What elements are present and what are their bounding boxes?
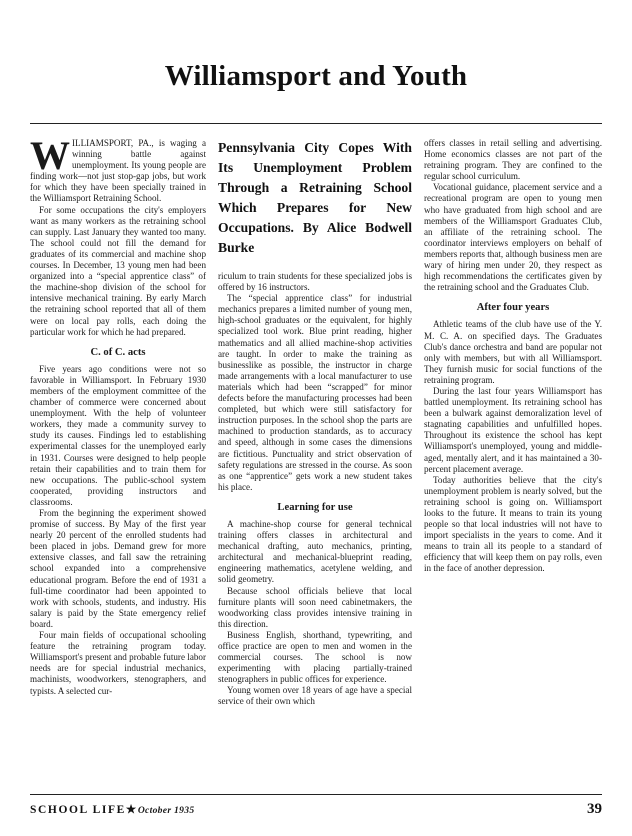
paragraph: A machine-shop course for general technical training offers classes in architectural and mechanical drafting, auto mechanics, printing, architectural and mechanical-blueprint reading, engineering mathematics, acetylene welding, and solid geometry. (218, 518, 412, 585)
column-three (424, 138, 602, 798)
paragraph: Business English, shorthand, typewriting, and office practice are open to men and women in the commercial courses. The school is now experimenting with placing partially-trained stenographers in public offices for experience. (218, 629, 412, 685)
paragraph: For some occupations the city's employers want as many workers as the retraining school can supply. Last January they wanted too many. The school could not fill the demand for graduates of its commercial and machine shop courses. In December, 13 young men had been organized into a “special apprentice class” of the machine-shop division of the school for intensive mechanical training. By early March the retraining school reported that all of them were on local pay rolls, each doing the particular work for which he had prepared. (30, 204, 206, 337)
column-one (30, 138, 218, 798)
paragraph: Young women over 18 years of age have a special service of their own which (218, 685, 412, 707)
paragraph: The “special apprentice class” for industrial mechanics prepares a limited number of young men, high-school graduates or the equivalent, for highly specialized tool work. Blue print reading, higher mathematics and all allied machine-shop activities are taught. In order to make the training as businesslike as possible, the instructor in charge made arrangements with a local manufacturer to use materials which had been “scrapped” for minor defects before the manufacturing processes had been completed, but which were still satisfactory for instruction purposes. In the school shop the parts are machined to production standards, as to accuracy and speed, although in some cases the dimensions are fictitious. Punctuality and strict observation of safety regulations are stressed in the course. As soon as one “apprentice” gets work a new student takes his place. (218, 293, 412, 492)
deck-text: Pennsylvania City Copes With Its Unemployment Problem Through a Retraining School Which Prepares for New Occupations. (218, 140, 412, 235)
page-number: 39 (587, 801, 602, 817)
footer-divider (30, 794, 602, 795)
article-byline: By Alice Bodwell Burke (218, 220, 412, 255)
paragraph: riculum to train students for these specialized jobs is offered by 16 instructors. (218, 271, 412, 293)
article-deck (218, 138, 412, 258)
issue-date: October 1935 (137, 805, 195, 816)
subheading-after-four-years: After four years (476, 302, 550, 314)
lead-paragraph-text: ILLIAMSPORT, PA., is waging a winning battle against unemployment. Its young people are finding work—not just stop-gap jobs, but work for which they have been specially trained in the Williamsport Retraining School. (30, 138, 206, 204)
paragraph: From the beginning the experiment showed promise of success. By May of the first year nearly 20 percent of the enrolled students had been placed in jobs. Demand grew for more extensive classes, and fall saw the retraining school expanded into a comprehensive educational program. Before the end of 1931 a full-time coordinator had been appointed to work with schools, students, and industry. His salary is paid by the State emergency relief board. (30, 508, 206, 629)
paragraph: offers classes in retail selling and advertising. Home economics classes are not part of the retraining program. They are confined to the regular school curriculum. (424, 138, 602, 182)
page-title: Williamsport and Youth (164, 60, 468, 92)
footer-publication (30, 800, 194, 818)
drop-cap: W (30, 138, 70, 178)
subheading-c-of-c-acts: C. of C. acts (90, 346, 146, 358)
column-two (218, 138, 424, 798)
star-icon: ★ (125, 804, 138, 816)
paragraph: Today authorities believe that the city's unemployment problem is nearly solved, but the retraining school is going on. Williamsport looks to the future. It means to train its young people so that local industries will not have to import specialists in the years to come. And it means to train all its people to a standard of efficiency that will keep them on pay rolls, even in the face of another depression. (424, 474, 602, 574)
paragraph: Vocational guidance, placement service and a recreational program are open to young men who have graduated from high school and are members of the Williamsport Graduates Club, an affiliate of the retraining school. The coordinator interviews employers on behalf of members reports that, although business men are wary of hiring men under 20, they respect as high recommendations the certificates given by the retraining school and the Graduates Club. (424, 182, 602, 293)
header-divider (30, 123, 602, 124)
paragraph: Athletic teams of the club have use of the Y. M. C. A. on specified days. The Graduates Club's dance orchestra and band are popular not only with members, but with all Williamsport. They furnish music for social functions of the retraining program. (424, 319, 602, 385)
lead-paragraph (30, 138, 206, 205)
article-body (30, 138, 602, 798)
page-footer (30, 794, 602, 818)
paragraph: Because school officials believe that local furniture plants will soon need cabinetmakers, the woodworking class provides intensive training in this direction. (218, 585, 412, 629)
footer-row (30, 800, 602, 818)
subheading-learning-for-use: Learning for use (277, 501, 353, 513)
publication-name: SCHOOL LIFE (30, 804, 126, 816)
paragraph: Four main fields of occupational schooling feature the retraining program today. Williamsport's present and probable future labor needs are for special industrial mechanics, machinists, woodworkers, stenographers, and typists. A selected cur- (30, 630, 206, 696)
paragraph: During the last four years Williamsport has battled unemployment. Its retraining school has been a bulwark against demoralization level of stagnating capabilities and unfulfilled hopes. Throughout its existence the school has kept Williamsport's unemployed, young and middle-aged, mentally alert, and it has maintained a 30-percent placement average. (424, 385, 602, 474)
paragraph: Five years ago conditions were not so favorable in Williamsport. In February 1930 members of the employment committee of the chamber of commerce were concerned about unemployment. With the help of volunteer workers, they made a community survey to study its causes. Findings led to establishing experimental classes for the unemployed early in 1931. Courses were designed to help people retain their capabilities and to train them for new occupations. The public-school system cooperated, providing instructors and classrooms. (30, 363, 206, 507)
